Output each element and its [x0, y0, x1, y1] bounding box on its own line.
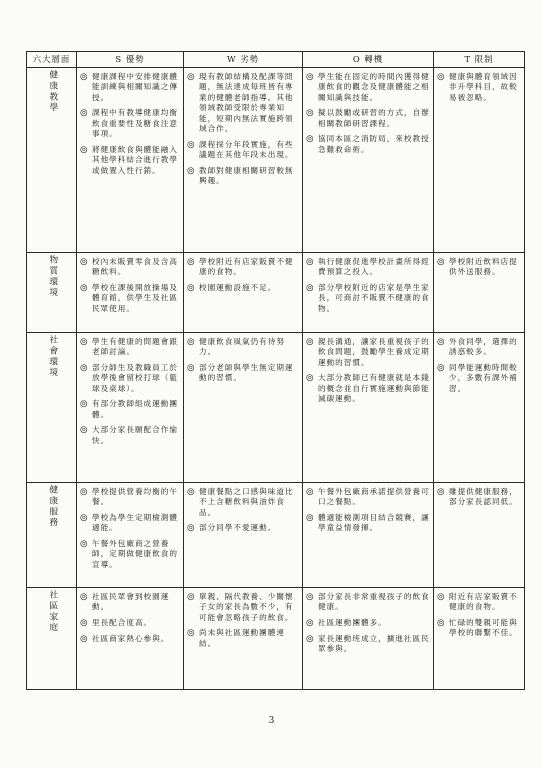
list-item	[187, 487, 299, 518]
strength-item-text: 有部分教師組成運動團體。	[92, 399, 178, 419]
double-circle-bullet-icon: ◎	[187, 165, 195, 176]
strength-list	[80, 592, 180, 645]
strength-item-text: 學校為學生定期檢測體適能。	[92, 512, 178, 533]
list-item	[306, 72, 430, 103]
list-item	[437, 487, 521, 508]
list-item	[187, 166, 299, 187]
header-opportunities: O 轉機	[303, 52, 434, 68]
double-circle-bullet-icon: ◎	[306, 617, 314, 628]
double-circle-bullet-icon: ◎	[187, 628, 195, 639]
double-circle-bullet-icon: ◎	[437, 257, 445, 267]
opportunity-item-text: 家長運動班成立，擴進社區民眾參與。	[318, 633, 430, 654]
list-item	[80, 108, 180, 139]
threat-item-text: 同學能運動時間較少，多數有課外補習。	[449, 362, 518, 393]
weakness-list	[187, 592, 299, 649]
double-circle-bullet-icon: ◎	[306, 337, 314, 347]
opportunity-item-text: 部分學校附近的店家是學生家長，可商討不販賣不健康的食物。	[318, 282, 430, 313]
double-circle-bullet-icon: ◎	[306, 633, 314, 644]
threat-item-text: 雖提供健康服務，部分家長認同低。	[449, 487, 518, 507]
double-circle-bullet-icon: ◎	[80, 257, 88, 267]
strength-item-text: 午餐外包廠商之營養師，定期做健康飲食的宣導。	[92, 538, 178, 569]
list-item	[80, 257, 180, 278]
list-item	[306, 634, 430, 655]
strength-item-text: 社區民眾會到校園運動。	[92, 592, 170, 612]
weakness-item-text: 部分同學不愛運動。	[199, 523, 277, 533]
list-item	[306, 108, 430, 129]
double-circle-bullet-icon: ◎	[306, 487, 314, 497]
double-circle-bullet-icon: ◎	[80, 538, 88, 549]
opportunity-item-text: 執行健康促進學校計畫所得經費預算之投入。	[318, 257, 430, 277]
weakness-item-text: 校園運動設施不足。	[199, 282, 277, 292]
threat-cell	[434, 68, 525, 253]
list-item	[80, 539, 180, 570]
list-item	[80, 634, 180, 645]
double-circle-bullet-icon: ◎	[80, 282, 88, 293]
list-item	[80, 592, 180, 613]
opportunity-list	[306, 487, 430, 534]
list-item	[437, 257, 521, 278]
strength-cell	[77, 68, 184, 253]
header-strengths: S 優勢	[77, 52, 184, 68]
weakness-item-text: 教師對健康相關研習較無興趣。	[199, 165, 294, 186]
double-circle-bullet-icon: ◎	[306, 512, 314, 523]
double-circle-bullet-icon: ◎	[306, 108, 314, 119]
strength-list	[80, 337, 180, 446]
list-item	[306, 337, 430, 368]
threat-list	[437, 337, 521, 394]
double-circle-bullet-icon: ◎	[187, 72, 195, 82]
opportunity-item-text: 大部分教師已有健康就是本錢的概念並自行實施運動與節能減碳運動。	[318, 373, 430, 404]
opportunity-item-text: 社區運動團體多。	[318, 617, 387, 627]
double-circle-bullet-icon: ◎	[187, 337, 195, 347]
opportunity-cell	[303, 483, 434, 588]
double-circle-bullet-icon: ◎	[80, 72, 88, 82]
weakness-item-text: 現有教師結構及配課等問題，無法達成每班皆有專業的健體老師指導。其他領域教師受限於專業知能，短期內無法實施跨領域合作。	[199, 72, 294, 134]
list-item	[187, 72, 299, 135]
list-item	[80, 283, 180, 314]
weakness-list	[187, 487, 299, 534]
list-item	[187, 628, 299, 649]
strength-item-text: 部分師生及教職員工於放學後會留校打球（籃球及桌球）。	[92, 362, 178, 393]
weakness-item-text: 健康餐點之口感與味道比不上含糖飲料與油炸食品。	[199, 487, 294, 517]
list-item	[306, 283, 430, 314]
strength-item-text: 校內未販賣零食及含高糖飲料。	[92, 257, 178, 277]
double-circle-bullet-icon: ◎	[80, 362, 88, 373]
list-item	[306, 373, 430, 404]
layer-cell	[27, 483, 77, 588]
opportunity-list	[306, 257, 430, 314]
threat-cell	[434, 333, 525, 483]
opportunity-list	[306, 72, 430, 155]
double-circle-bullet-icon: ◎	[80, 487, 88, 497]
double-circle-bullet-icon: ◎	[187, 487, 195, 497]
list-item	[187, 257, 299, 278]
list-item	[80, 72, 180, 103]
weakness-list	[187, 337, 299, 384]
header-weaknesses: W 劣勢	[184, 52, 303, 68]
opportunity-item-text: 午餐外包廠商承諾提供營養可口之餐點。	[318, 487, 430, 507]
strength-list	[80, 257, 180, 314]
header-threats: T 限制	[434, 52, 525, 68]
weakness-cell	[184, 483, 303, 588]
table-row	[27, 333, 525, 483]
threat-cell	[434, 588, 525, 690]
strength-list	[80, 72, 180, 176]
double-circle-bullet-icon: ◎	[187, 592, 195, 602]
double-circle-bullet-icon: ◎	[306, 373, 314, 384]
opportunity-item-text: 學生能在固定的時間內獲得健康飲食的觀念及健康體能之相關知識與技能。	[318, 72, 430, 102]
double-circle-bullet-icon: ◎	[306, 282, 314, 293]
weakness-item-text: 部分老師與學生無定期運動的習慣。	[199, 362, 294, 383]
double-circle-bullet-icon: ◎	[437, 617, 445, 628]
threat-cell	[434, 253, 525, 333]
list-item	[80, 363, 180, 394]
double-circle-bullet-icon: ◎	[437, 487, 445, 497]
list-item	[80, 425, 180, 446]
layer-label: 社區家庭	[47, 590, 58, 634]
double-circle-bullet-icon: ◎	[437, 592, 445, 602]
double-circle-bullet-icon: ◎	[437, 362, 445, 373]
table-header-row	[27, 52, 525, 68]
strength-item-text: 大部分家長願配合作愉快。	[92, 425, 178, 445]
table-row	[27, 588, 525, 690]
list-item	[306, 257, 430, 278]
strength-cell	[77, 333, 184, 483]
threat-list	[437, 592, 521, 639]
list-item	[306, 134, 430, 155]
table-row	[27, 253, 525, 333]
list-item	[437, 618, 521, 639]
opportunity-item-text: 部分家長非常重視孩子的飲食健康。	[318, 592, 430, 612]
list-item	[437, 363, 521, 394]
opportunity-list	[306, 592, 430, 655]
double-circle-bullet-icon: ◎	[187, 139, 195, 150]
layer-label: 健康服務	[47, 485, 58, 529]
strength-item-text: 課程中有教導健康均衡飲食重要性及糖食注意事項。	[92, 108, 178, 139]
threat-item-text: 外食同學，選擇的誘惑較多。	[449, 337, 518, 357]
layer-label: 健康教學	[47, 70, 58, 114]
list-item	[306, 618, 430, 629]
strength-item-text: 將健康飲食與體能融入其他學科結合進行教學或做置入性行銷。	[92, 144, 178, 175]
strength-item-text: 健康課程中安排健康體能訓練與相關知識之傳授。	[92, 72, 178, 102]
weakness-item-text: 單親、隔代教養、少關懷子女的家長為數不少，有可能會忽略孩子的飲食。	[199, 592, 294, 622]
double-circle-bullet-icon: ◎	[306, 134, 314, 145]
swot-analysis-table	[26, 51, 525, 690]
layer-label: 社會環境	[47, 335, 58, 379]
double-circle-bullet-icon: ◎	[187, 282, 195, 293]
header-layer: 六大層面	[27, 52, 77, 68]
double-circle-bullet-icon: ◎	[187, 257, 195, 267]
list-item	[80, 513, 180, 534]
strength-item-text: 社區商家熱心參與。	[92, 633, 170, 643]
double-circle-bullet-icon: ◎	[80, 617, 88, 628]
list-item	[80, 487, 180, 508]
table-row	[27, 68, 525, 253]
strength-item-text: 學生有健康的問題會跟老師討論。	[92, 337, 178, 357]
double-circle-bullet-icon: ◎	[80, 399, 88, 410]
opportunity-item-text: 體適能檢測項目結合競賽，讓學童益情發揮。	[318, 512, 430, 533]
strength-cell	[77, 483, 184, 588]
table-row	[27, 483, 525, 588]
opportunity-cell	[303, 588, 434, 690]
double-circle-bullet-icon: ◎	[306, 257, 314, 267]
layer-cell	[27, 588, 77, 690]
double-circle-bullet-icon: ◎	[187, 362, 195, 373]
double-circle-bullet-icon: ◎	[80, 425, 88, 436]
list-item	[187, 283, 299, 294]
double-circle-bullet-icon: ◎	[306, 72, 314, 82]
weakness-cell	[184, 588, 303, 690]
weakness-cell	[184, 68, 303, 253]
strength-item-text: 學校提供營養均衡的午餐。	[92, 487, 178, 507]
layer-cell	[27, 333, 77, 483]
list-item	[306, 513, 430, 534]
strength-item-text: 里長配合度高。	[92, 617, 153, 627]
list-item	[306, 487, 430, 508]
threat-cell	[434, 483, 525, 588]
list-item	[80, 337, 180, 358]
list-item	[187, 337, 299, 358]
table-body	[27, 68, 525, 690]
list-item	[187, 523, 299, 534]
threat-item-text: 健康與體育領域因非升學科目，故較易被忽略。	[449, 72, 518, 102]
opportunity-item-text: 擬以鼓勵或研習的方式，自辦相關教師研習課程。	[318, 108, 430, 128]
opportunity-item-text: 親長溝通，讓家長重視孩子的飲食問題，鼓勵學生養成定期運動的習慣。	[318, 337, 430, 367]
double-circle-bullet-icon: ◎	[80, 108, 88, 119]
strength-cell	[77, 253, 184, 333]
weakness-item-text: 課程採分年段實施，有些議題在其他年段未出現。	[199, 139, 294, 160]
opportunity-list	[306, 337, 430, 405]
list-item	[306, 592, 430, 613]
weakness-item-text: 健康飲食風氣仍有待努力。	[199, 337, 285, 357]
double-circle-bullet-icon: ◎	[437, 72, 445, 82]
threat-item-text: 附近有店家販賣不健康的食物。	[449, 592, 518, 612]
weakness-cell	[184, 253, 303, 333]
list-item	[187, 363, 299, 384]
double-circle-bullet-icon: ◎	[80, 512, 88, 523]
strength-list	[80, 487, 180, 570]
threat-item-text: 學校附近飲料店提供外送服務。	[449, 257, 518, 277]
list-item	[80, 399, 180, 420]
weakness-item-text: 學校附近有店家販賣不健康的食物。	[199, 257, 294, 277]
page-number: 3	[268, 716, 275, 726]
list-item	[437, 337, 521, 358]
double-circle-bullet-icon: ◎	[306, 592, 314, 602]
layer-label: 物質環境	[47, 255, 58, 299]
double-circle-bullet-icon: ◎	[80, 592, 88, 602]
threat-list	[437, 257, 521, 278]
double-circle-bullet-icon: ◎	[80, 337, 88, 347]
double-circle-bullet-icon: ◎	[437, 337, 445, 347]
double-circle-bullet-icon: ◎	[187, 523, 195, 534]
list-item	[437, 72, 521, 103]
list-item	[80, 145, 180, 176]
strength-item-text: 學校在課後開放操場及體育館，供學生及社區民眾使用。	[92, 282, 178, 313]
threat-item-text: 忙碌的雙親可能與學校的聯繫不佳。	[449, 617, 518, 638]
weakness-list	[187, 257, 299, 294]
opportunity-cell	[303, 333, 434, 483]
opportunity-item-text: 協同本區之消防局，來校教授急難救命術。	[318, 134, 430, 154]
list-item	[437, 592, 521, 613]
list-item	[187, 140, 299, 161]
threat-list	[437, 72, 521, 103]
layer-cell	[27, 253, 77, 333]
strength-cell	[77, 588, 184, 690]
layer-cell	[27, 68, 77, 253]
double-circle-bullet-icon: ◎	[80, 633, 88, 644]
weakness-item-text: 尚未與社區運動團體連結。	[199, 628, 285, 648]
list-item	[80, 618, 180, 629]
weakness-list	[187, 72, 299, 187]
opportunity-cell	[303, 253, 434, 333]
opportunity-cell	[303, 68, 434, 253]
threat-list	[437, 487, 521, 508]
weakness-cell	[184, 333, 303, 483]
list-item	[187, 592, 299, 623]
double-circle-bullet-icon: ◎	[80, 144, 88, 155]
